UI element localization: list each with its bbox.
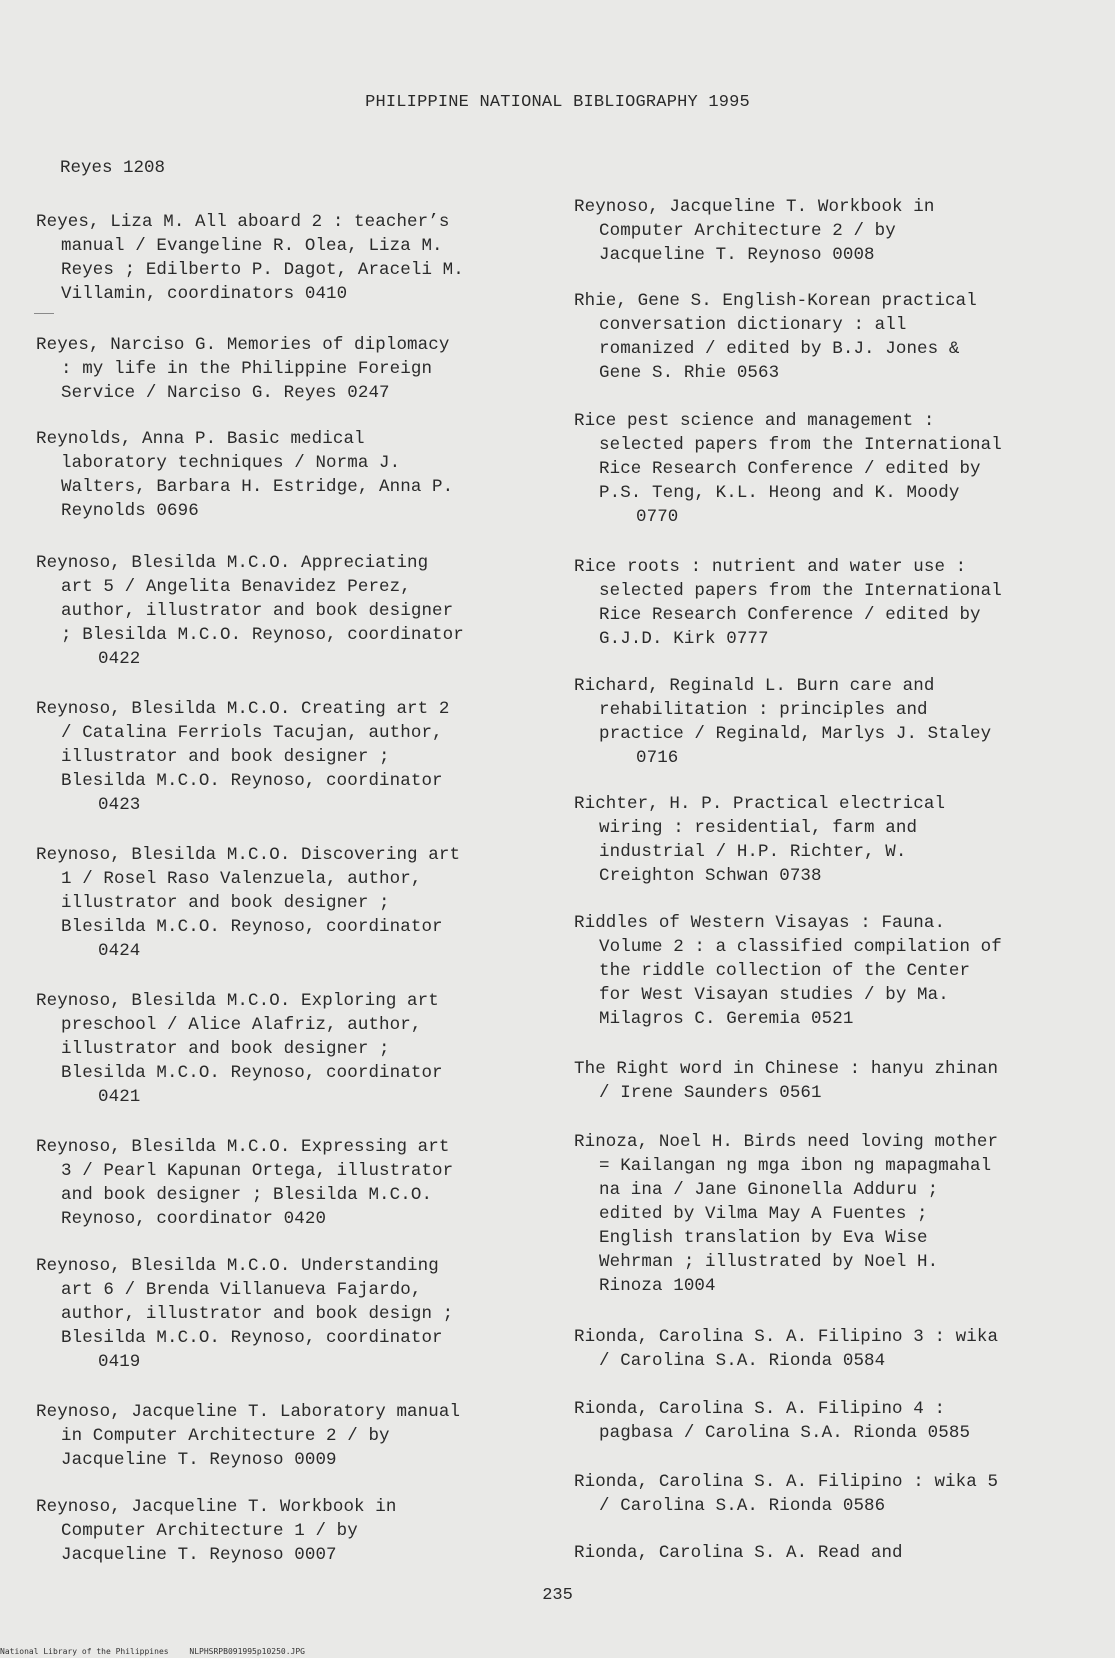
entry-line: 0424 [98,941,141,961]
entry-line: Rionda, Carolina S. A. Read and [574,1543,903,1563]
right-entry [574,409,1002,529]
entry-line: Reynoso, Blesilda M.C.O. Creating art 2 [36,699,450,719]
entry-line: in Computer Architecture 2 / by [61,1426,390,1446]
entry-line: selected papers from the International [599,435,1002,455]
right-entry [574,1470,998,1518]
entry-line: ; Blesilda M.C.O. Reynoso, coordinator [61,625,464,645]
entry-line: Villamin, coordinators 0410 [61,284,348,304]
footer-file-id: NLPHSRPB091995p10250.JPG [189,1647,305,1656]
right-entry [574,555,1002,651]
entry-line: 0422 [98,649,141,669]
right-entry [574,792,945,888]
entry-line: Blesilda M.C.O. Reynoso, coordinator [61,917,443,937]
entry-line: Wehrman ; illustrated by Noel H. [599,1252,939,1272]
entry-line: 0423 [98,795,141,815]
entry-line: Rionda, Carolina S. A. Filipino : wika 5 [574,1472,999,1492]
left-entry [36,551,464,671]
left-entry [36,427,453,523]
entry-line: Rionda, Carolina S. A. Filipino 3 : wika [574,1327,999,1347]
right-entry [574,195,934,267]
entry-line: art 5 / Angelita Benavidez Perez, [61,577,411,597]
entry-line: 3 / Pearl Kapunan Ortega, illustrator [61,1161,454,1181]
right-entry [574,1130,998,1298]
entry-line: Reyes, Liza M. All aboard 2 : teacher’s [36,212,450,232]
entry-line: English translation by Eva Wise [599,1228,928,1248]
entry-line: : my life in the Philippine Foreign [61,359,433,379]
right-entry [574,674,991,770]
entry-line: Richter, H. P. Practical electrical [574,794,946,814]
right-entry [574,911,1002,1031]
entry-line: Blesilda M.C.O. Reynoso, coordinator [61,771,443,791]
entry-line: Jacqueline T. Reynoso 0008 [599,245,875,265]
entry-line: Rice pest science and management : [574,411,935,431]
left-entry [36,989,443,1109]
entry-line: Milagros C. Geremia 0521 [599,1009,854,1029]
right-entry [574,1325,998,1373]
left-entry [36,1495,396,1567]
entry-line: for West Visayan studies / by Ma. [599,985,949,1005]
entry-line: Jacqueline T. Reynoso 0009 [61,1450,337,1470]
entry-line: Gene S. Rhie 0563 [599,363,780,383]
entry-line: preschool / Alice Alafriz, author, [61,1015,422,1035]
entry-line: P.S. Teng, K.L. Heong and K. Moody [599,483,960,503]
left-entry [36,210,464,306]
entry-line: Service / Narciso G. Reyes 0247 [61,383,390,403]
entry-line: Reyes ; Edilberto P. Dagot, Araceli M. [61,260,464,280]
entry-line: art 6 / Brenda Villanueva Fajardo, [61,1280,422,1300]
right-entry [574,1397,970,1445]
entry-line: / Catalina Ferriols Tacujan, author, [61,723,443,743]
entry-line: Rinoza, Noel H. Birds need loving mother [574,1132,999,1152]
entry-line: edited by Vilma May A Fuentes ; [599,1204,928,1224]
entry-line: Computer Architecture 1 / by [61,1521,358,1541]
footer-library: National Library of the Philippines [0,1647,169,1656]
entry-line: 0421 [98,1087,141,1107]
entry-line: / Carolina S.A. Rionda 0584 [599,1351,886,1371]
entry-line: Volume 2 : a classified compilation of [599,937,1002,957]
divider-mark [34,313,54,314]
entry-line: Reynoso, coordinator 0420 [61,1209,327,1229]
left-entry [36,1135,453,1231]
entry-line: Computer Architecture 2 / by [599,221,896,241]
heading-reference: Reyes 1208 [60,158,166,178]
entry-line: Blesilda M.C.O. Reynoso, coordinator [61,1063,443,1083]
entry-line: the riddle collection of the Center [599,961,971,981]
entry-line: na ina / Jane Ginonella Adduru ; [599,1180,939,1200]
entry-line: 0716 [636,748,679,768]
left-entry [36,843,460,963]
entry-line: author, illustrator and book designer [61,601,454,621]
entry-line: Reynolds, Anna P. Basic medical [36,429,365,449]
left-entry [36,1254,453,1374]
entry-line: Reynoso, Blesilda M.C.O. Discovering art [36,845,461,865]
entry-line: Rinoza 1004 [599,1276,716,1296]
entry-line: author, illustrator and book design ; [61,1304,454,1324]
entry-line: Rice Research Conference / edited by [599,605,981,625]
entry-line: Reynoso, Jacqueline T. Workbook in [36,1497,397,1517]
entry-line: illustrator and book designer ; [61,747,390,767]
entry-line: rehabilitation : principles and [599,700,928,720]
entry-line: Reynolds 0696 [61,501,199,521]
right-entry [574,289,977,385]
entry-line: Reynoso, Jacqueline T. Workbook in [574,197,935,217]
entry-line: 1 / Rosel Raso Valenzuela, author, [61,869,422,889]
entry-line: / Carolina S.A. Rionda 0586 [599,1496,886,1516]
entry-line: Reyes, Narciso G. Memories of diplomacy [36,335,450,355]
entry-line: Reynoso, Jacqueline T. Laboratory manual [36,1402,461,1422]
right-entry [574,1057,998,1105]
entry-line: Reynoso, Blesilda M.C.O. Appreciating [36,553,429,573]
entry-line: The Right word in Chinese : hanyu zhinan [574,1059,999,1079]
entry-line: Rhie, Gene S. English-Korean practical [574,291,977,311]
entry-line: 0419 [98,1352,141,1372]
entry-line: industrial / H.P. Richter, W. [599,842,907,862]
entry-line: Richard, Reginald L. Burn care and [574,676,935,696]
entry-line: illustrator and book designer ; [61,1039,390,1059]
entry-line: Rice roots : nutrient and water use : [574,557,967,577]
entry-line: Rionda, Carolina S. A. Filipino 4 : [574,1399,946,1419]
entry-line: G.J.D. Kirk 0777 [599,629,769,649]
right-entry [574,1541,903,1565]
entry-line: 0770 [636,507,679,527]
entry-line: laboratory techniques / Norma J. [61,453,401,473]
entry-line: and book designer ; Blesilda M.C.O. [61,1185,433,1205]
entry-line: pagbasa / Carolina S.A. Rionda 0585 [599,1423,971,1443]
entry-line: Jacqueline T. Reynoso 0007 [61,1545,337,1565]
entry-line: selected papers from the International [599,581,1002,601]
left-entry [36,333,449,405]
left-entry [36,697,449,817]
page-number: 235 [542,1586,573,1605]
entry-line: / Irene Saunders 0561 [599,1083,822,1103]
entry-line: Reynoso, Blesilda M.C.O. Exploring art [36,991,439,1011]
page-title: PHILIPPINE NATIONAL BIBLIOGRAPHY 1995 [365,93,750,112]
entry-line: Creighton Schwan 0738 [599,866,822,886]
entry-line: Riddles of Western Visayas : Fauna. [574,913,946,933]
entry-line: Reynoso, Blesilda M.C.O. Understanding [36,1256,439,1276]
footer [0,1647,321,1656]
entry-line: Rice Research Conference / edited by [599,459,981,479]
entry-line: = Kailangan ng mga ibon ng mapagmahal [599,1156,992,1176]
entry-line: Reynoso, Blesilda M.C.O. Expressing art [36,1137,450,1157]
entry-line: conversation dictionary : all [599,315,907,335]
entry-line: Walters, Barbara H. Estridge, Anna P. [61,477,454,497]
entry-line: wiring : residential, farm and [599,818,918,838]
entry-line: manual / Evangeline R. Olea, Liza M. [61,236,443,256]
entry-line: practice / Reginald, Marlys J. Staley [599,724,992,744]
entry-line: romanized / edited by B.J. Jones & [599,339,960,359]
entry-line: illustrator and book designer ; [61,893,390,913]
left-entry [36,1400,460,1472]
entry-line: Blesilda M.C.O. Reynoso, coordinator [61,1328,443,1348]
